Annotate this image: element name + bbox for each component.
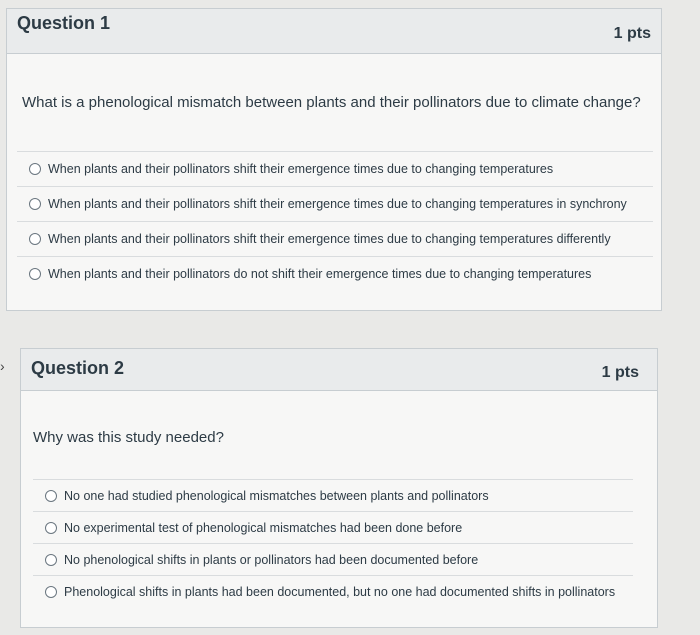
answer-label: Phenological shifts in plants had been documented, but no one had documented shifts in pollinators (64, 584, 616, 599)
answer-option[interactable] (33, 511, 633, 543)
radio-button[interactable] (29, 268, 41, 280)
radio-button[interactable] (45, 490, 57, 502)
answer-list (33, 479, 633, 607)
answer-option[interactable] (33, 543, 633, 575)
question-1 (6, 8, 662, 311)
question-title: Question 2 (31, 358, 125, 378)
question-text: Why was this study needed? (33, 429, 224, 446)
question-points: 1 pts (601, 364, 639, 381)
answer-option[interactable] (17, 221, 653, 256)
radio-button[interactable] (45, 586, 57, 598)
answer-label: When plants and their pollinators shift their emergence times due to changing temperatures in synchrony (48, 197, 627, 211)
question-header (21, 349, 657, 391)
answer-option[interactable] (17, 186, 653, 221)
answer-list (17, 151, 653, 291)
question-points: 1 pts (613, 25, 651, 42)
answer-label: No one had studied phenological mismatches between plants and pollinators (64, 488, 489, 503)
radio-button[interactable] (45, 522, 57, 534)
question-header (7, 9, 661, 54)
radio-button[interactable] (29, 233, 41, 245)
answer-option[interactable] (17, 151, 653, 186)
answer-label: No phenological shifts in plants or pollinators had been documented before (64, 552, 479, 567)
answer-label: When plants and their pollinators shift their emergence times due to changing temperatures (48, 162, 554, 176)
question-title: Question 1 (17, 13, 111, 33)
question-text: What is a phenological mismatch between plants and their pollinators due to climate change? (22, 94, 641, 111)
radio-button[interactable] (29, 163, 41, 175)
answer-option[interactable] (33, 479, 633, 511)
chevron-right-icon: › (0, 358, 5, 374)
answer-option[interactable] (17, 256, 653, 291)
answer-label: No experimental test of phenological mismatches had been done before (64, 520, 463, 535)
answer-label: When plants and their pollinators do not shift their emergence times due to changing temperatures (48, 267, 592, 281)
question-2 (20, 348, 658, 628)
answer-label: When plants and their pollinators shift their emergence times due to changing temperatures differently (48, 232, 611, 246)
answer-option[interactable] (33, 575, 633, 607)
radio-button[interactable] (29, 198, 41, 210)
radio-button[interactable] (45, 554, 57, 566)
